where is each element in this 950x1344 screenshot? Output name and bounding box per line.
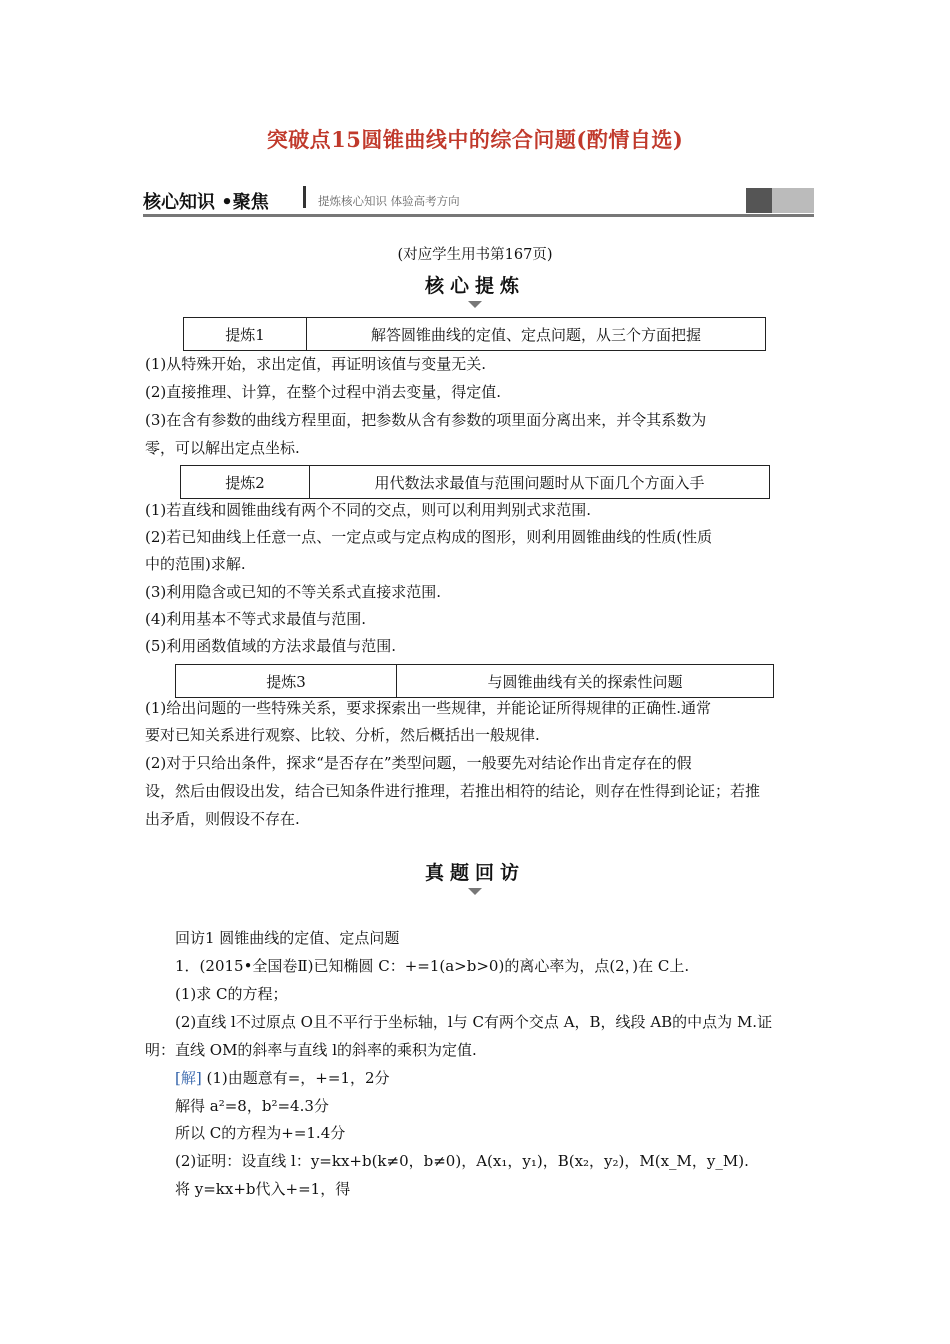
text-line: 中的范围)求解. xyxy=(145,555,246,573)
tilian-text: 解答圆锥曲线的定值、定点问题，从三个方面把握 xyxy=(370,325,701,344)
heading-review-marker-icon xyxy=(468,888,482,895)
problem-line: 1．(2015•全国卷Ⅱ)已知椭圆 C：+=1(a>b>0)的离心率为，点(2，)在 C上. xyxy=(175,957,690,975)
text-line: 设，然后由假设出发，结合已知条件进行推理，若推出相符的结论，则存在性得到论证；若推 xyxy=(145,782,761,800)
section-bar-subtitle: 提炼核心知识 体验高考方向 xyxy=(318,194,460,208)
tilian-box-2 xyxy=(180,465,770,499)
text-line: 出矛盾，则假设不存在. xyxy=(145,810,300,828)
text-line: (2)对于只给出条件，探求“是否存在”类型问题，一般要先对结论作出肯定存在的假 xyxy=(145,754,692,772)
tilian-box-1 xyxy=(183,317,766,351)
problem-line: (1)求 C的方程； xyxy=(175,985,288,1003)
tilian-text: 与圆锥曲线有关的探索性问题 xyxy=(487,672,683,691)
tilian-label: 提炼2 xyxy=(181,466,310,498)
text-line: 零，可以解出定点坐标. xyxy=(145,439,300,457)
heading-review xyxy=(0,858,950,895)
page-title: 突破点15圆锥曲线中的综合问题(酌情自选) xyxy=(266,127,684,152)
tilian-text: 用代数法求最值与范围问题时从下面几个方面入手 xyxy=(374,473,705,492)
text-line: (2)若已知曲线上任意一点、一定点或与定点构成的图形，则利用圆锥曲线的性质(性质 xyxy=(145,528,713,546)
solution-line: 所以 C的方程为+=1.4分 xyxy=(175,1124,346,1142)
review-item-title: 回访1 圆锥曲线的定值、定点问题 xyxy=(175,929,400,947)
solution-line xyxy=(175,1067,390,1088)
heading-core xyxy=(0,271,950,308)
text-line: (2)直接推理、计算，在整个过程中消去变量，得定值. xyxy=(145,383,502,401)
section-bar-light-block xyxy=(772,188,814,213)
solution-tag: [解] xyxy=(175,1069,202,1087)
text-line: (1)从特殊开始，求出定值，再证明该值与变量无关. xyxy=(145,355,487,373)
solution-step: (1)由题意有=，+=1，2分 xyxy=(201,1069,390,1087)
heading-core-marker-icon xyxy=(468,301,482,308)
problem-line: (2)直线 l不过原点 O且不平行于坐标轴，l与 C有两个交点 A，B，线段 AB的中点为 M.证 xyxy=(175,1013,773,1031)
text-line: (3)利用隐含或已知的不等关系式直接求范围. xyxy=(145,583,442,601)
heading-review-text: 真题回访 xyxy=(424,862,525,884)
text-line: (5)利用函数值域的方法求最值与范围. xyxy=(145,637,397,655)
text-line: 要对已知关系进行观察、比较、分析，然后概括出一般规律. xyxy=(145,726,540,744)
tilian-box-3 xyxy=(175,664,774,698)
tilian-label: 提炼1 xyxy=(184,318,307,350)
page-reference: (对应学生用书第167页) xyxy=(397,247,553,263)
text-line: (1)若直线和圆锥曲线有两个不同的交点，则可以利用判别式求范围. xyxy=(145,501,592,519)
problem-line: 明：直线 OM的斜率与直线 l的斜率的乘积为定值. xyxy=(145,1041,477,1059)
text-line: (1)给出问题的一些特殊关系，要求探索出一些规律，并能论证所得规律的正确性.通常 xyxy=(145,699,712,717)
tilian-label: 提炼3 xyxy=(176,665,397,697)
solution-line: 将 y=kx+b代入+=1，得 xyxy=(175,1180,351,1198)
text-line: (4)利用基本不等式求最值与范围. xyxy=(145,610,367,628)
heading-core-text: 核心提炼 xyxy=(424,275,525,297)
section-bar-dark-block xyxy=(746,188,772,213)
solution-line: (2)证明：设直线 l：y=kx+b(k≠0，b≠0)，A(x₁，y₁)，B(x₂，y₂)，M(x_M，y_M). xyxy=(175,1152,749,1170)
section-bar-divider xyxy=(303,186,306,208)
section-bar xyxy=(143,186,814,217)
section-bar-title: 核心知识 •聚焦 xyxy=(143,192,269,213)
text-line: (3)在含有参数的曲线方程里面，把参数从含有参数的项里面分离出来，并令其系数为 xyxy=(145,411,707,429)
solution-line: 解得 a²=8，b²=4.3分 xyxy=(175,1097,329,1115)
